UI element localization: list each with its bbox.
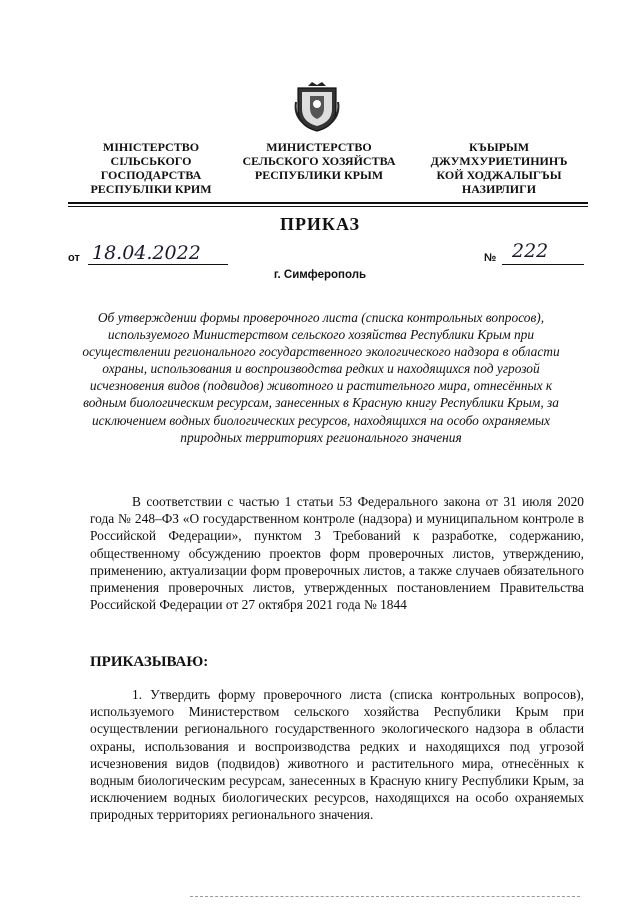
- header-divider-thick: [68, 202, 588, 204]
- number-label: №: [484, 252, 497, 264]
- ministry-name-crimean-tatar: КЪЫРЫМ ДЖУМХУРИЕТИНИНЪ КОЙ ХОДЖАЛЫГЪЫ НАЗИРЛИГИ: [430, 140, 568, 196]
- header-divider-thin: [68, 206, 588, 207]
- handwritten-date: 18.04.2022: [92, 242, 201, 264]
- city-line: г. Симферополь: [273, 269, 367, 281]
- handwritten-number: 222: [512, 240, 549, 262]
- ministry-name-ukrainian: МІНІСТЕРСТВО СІЛЬСЬКОГО ГОСПОДАРСТВА РЕСПУБЛІКИ КРИМ: [90, 140, 212, 196]
- ministry-name-russian: МИНИСТЕРСТВО СЕЛЬСКОГО ХОЗЯЙСТВА РЕСПУБЛИКИ КРЫМ: [242, 140, 396, 182]
- order-heading: ПРИКАЗЫВАЮ:: [90, 654, 209, 670]
- date-underline: [88, 264, 228, 265]
- crimea-coat-of-arms-icon: [294, 82, 340, 132]
- order-item-1: 1. Утвердить форму проверочного листа (списка контрольных вопросов), используемого Министерством сельского хозяйства Республики Крым при осуществлении регионального государственного экологического надзора в области охраны, использования и воспроизводства редких и находящихся под угрозой исчезновения видов (подвидов) животного и растительного мира, отнесённых к водным биологическим ресурсам, занесенных в Красную книгу Республики Крым, за исключением водных биологических ресурсов, находящихся на особо охраняемых природных территориях регионального значения.: [90, 687, 584, 823]
- document-title: ПРИКАЗ: [279, 214, 361, 234]
- number-underline: [502, 264, 584, 265]
- order-subject: Об утверждении формы проверочного листа (списка контрольных вопросов), используемого Министерством сельского хозяйства Республики Крым при осуществлении регионального государственного экологического надзора в области охраны, использования и воспроизводства редких и находящихся под угрозой исчезновения видов (подвидов) животного и растительного мира, отнесённых к водным биологическим ресурсам, занесенных в Красную книгу Республики Крым, за исключением водных биологических ресурсов, находящихся на особо охраняемых природных территориях регионального значения: [82, 310, 560, 445]
- page-bottom-mark: [190, 896, 580, 897]
- preamble-paragraph: В соответствии с частью 1 статьи 53 Федерального закона от 31 июля 2020 года № 248–ФЗ «О государственном контроле (надзора) и муниципальном контроле в Российской Федерации», пунктом 3 Требований к разработке, содержанию, общественному обсуждению проектов форм проверочных листов, утверждению, применению, актуализации форм проверочных листов, а также случаев обязательного применения проверочных листов, утвержденных постановлением Правительства Российской Федерации от 27 октября 2021 года № 1844: [90, 494, 584, 613]
- date-label: от: [68, 252, 80, 264]
